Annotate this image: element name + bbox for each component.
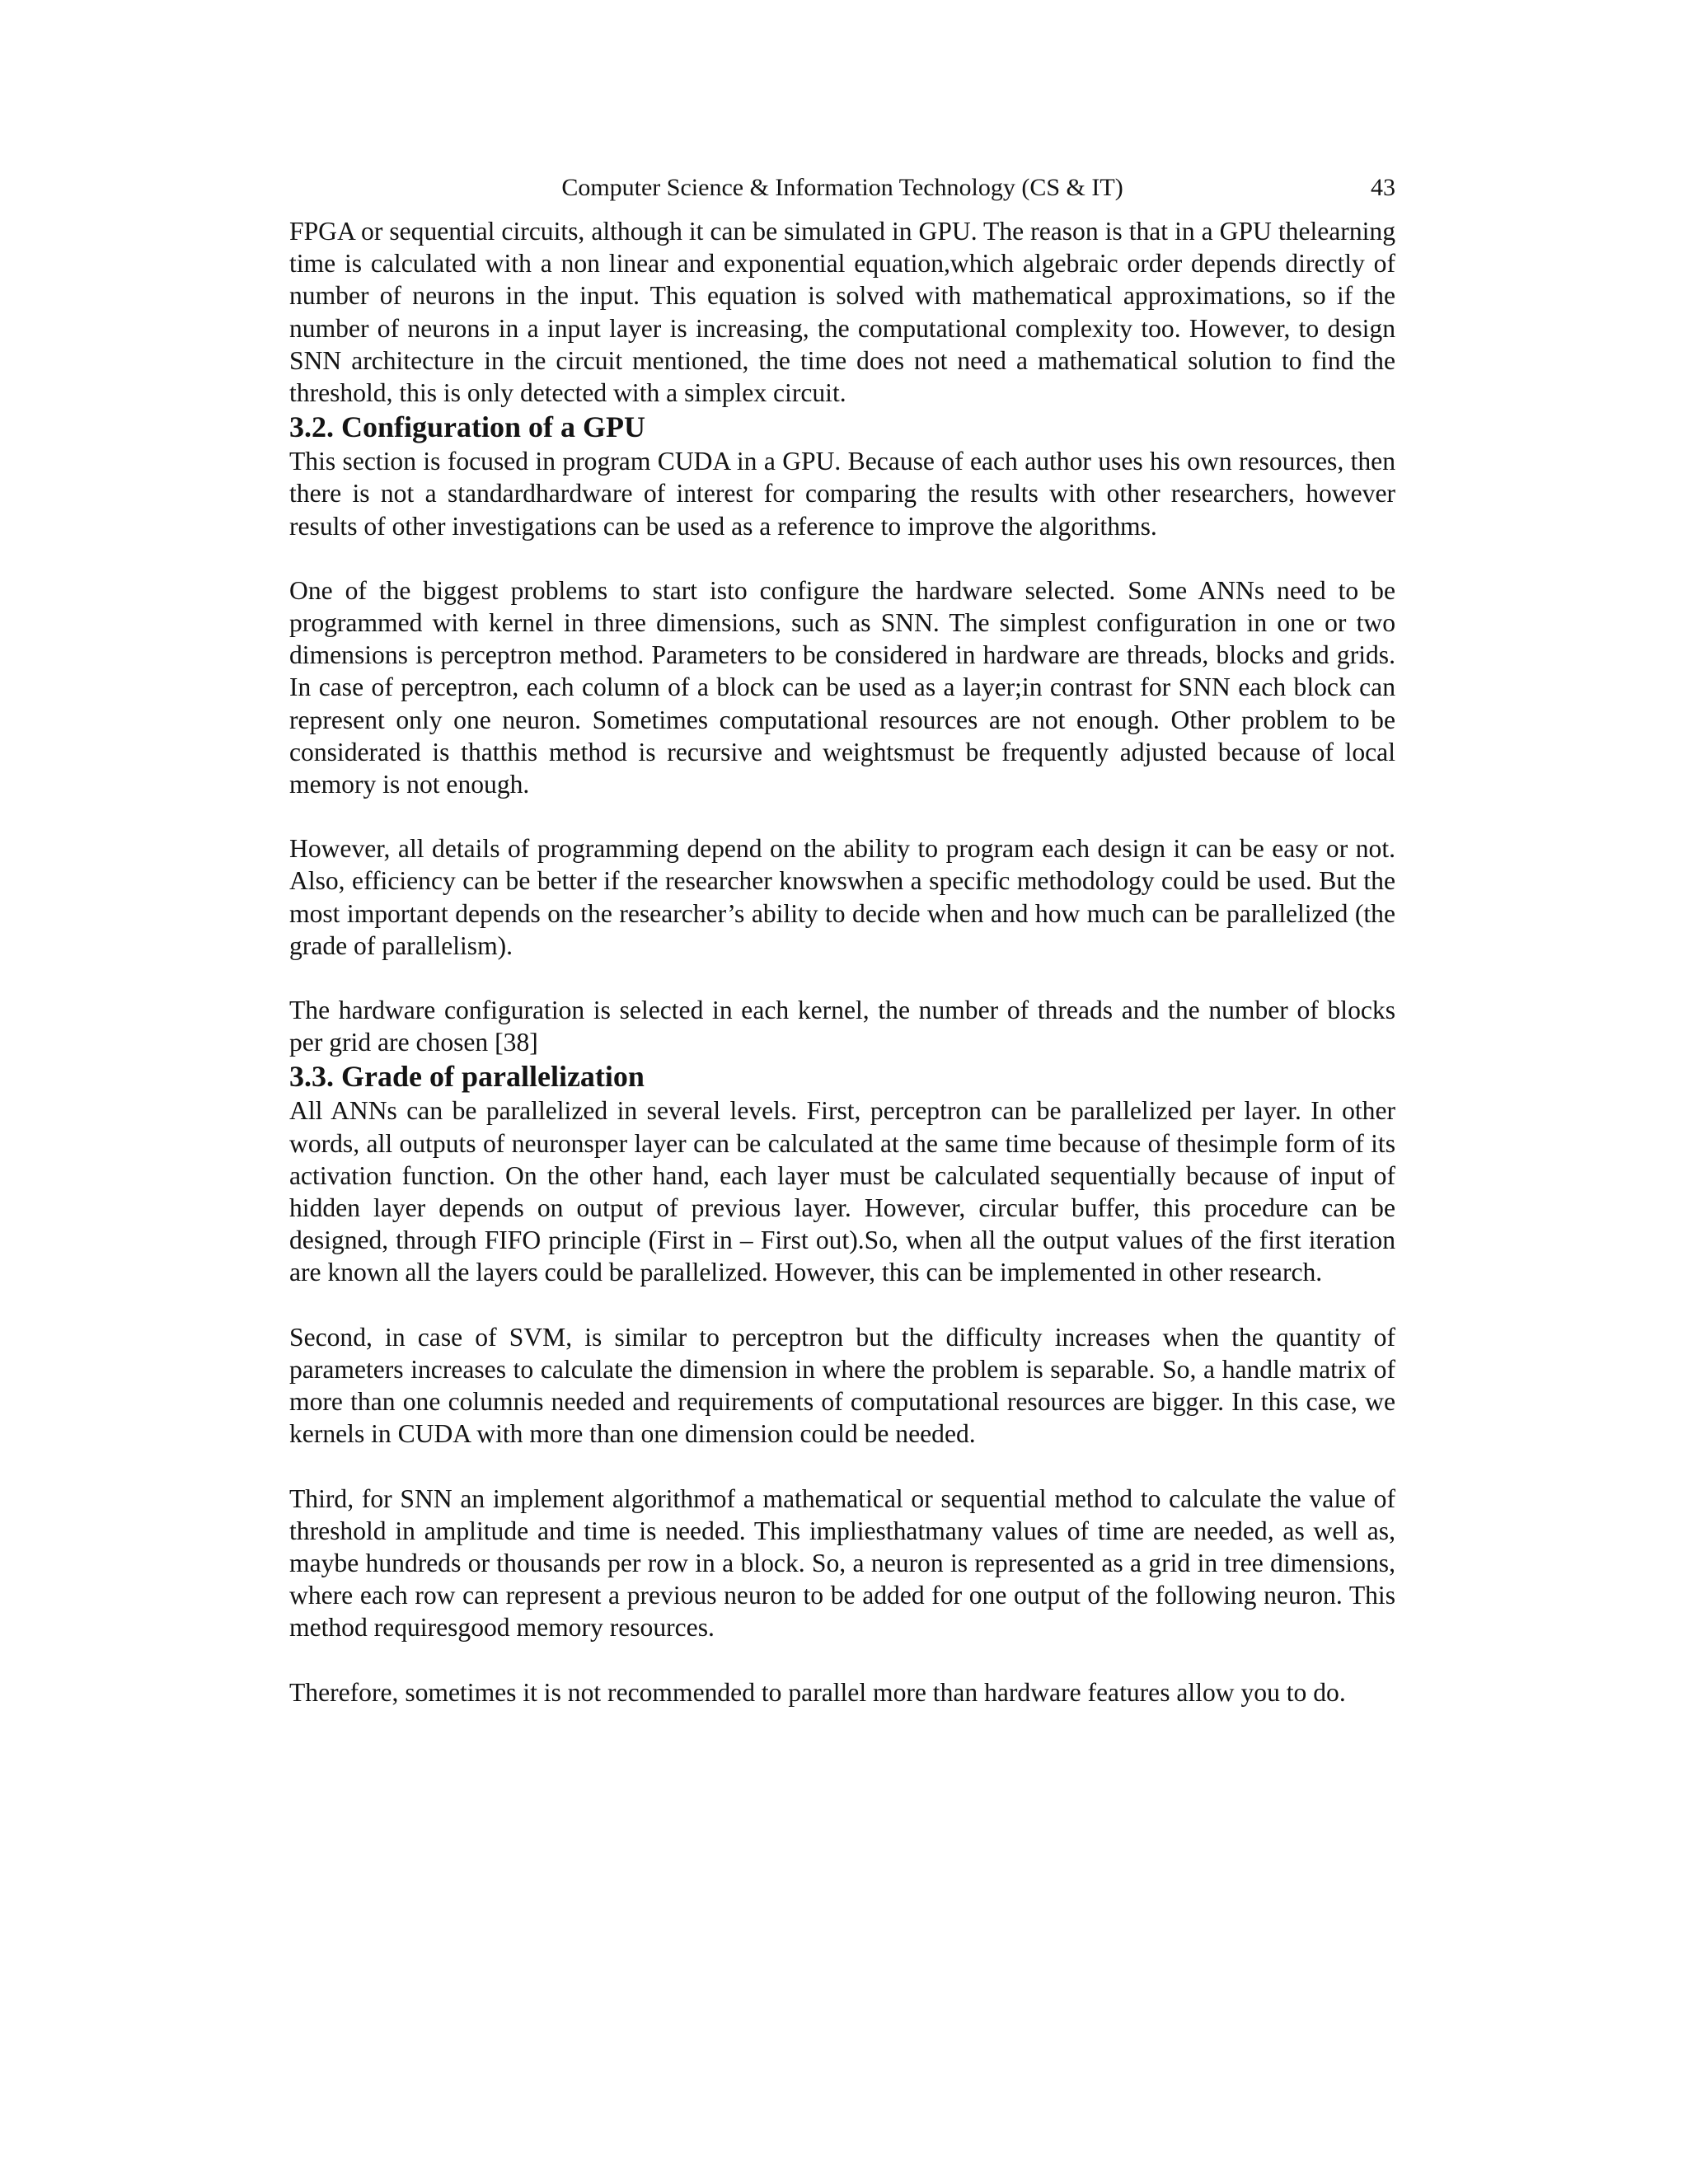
- section-3-3-paragraph-2: Second, in case of SVM, is similar to perceptron but the difficulty increases when the quantity of parameters increases to calculate the dimension in where the problem is separable. So, a handle matrix of more than one columnis needed and requirements of computational resources are bigger. In this case, we kernels in CUDA with more than one dimension could be needed.: [289, 1322, 1395, 1449]
- section-heading-3-3: 3.3. Grade of parallelization: [289, 1060, 645, 1094]
- section-3-3-paragraph-4: Therefore, sometimes it is not recommended to parallel more than hardware features allow you to do.: [289, 1677, 1346, 1707]
- section-3-3-paragraph-1: All ANNs can be parallelized in several levels. First, perceptron can be parallelized per layer. In other words, all outputs of neuronsper layer can be calculated at the same time because of thesimple form of its activation function. On the other hand, each layer must be calculated sequentially because of input of hidden layer depends on output of previous layer. However, circular buffer, this procedure can be designed, through FIFO principle (First in – First out).So, when all the output values of the first iteration are known all the layers could be parallelized. However, this can be implemented in other research.: [289, 1096, 1395, 1287]
- intro-paragraph: FPGA or sequential circuits, although it can be simulated in GPU. The reason is that in a GPU thelearning time is calculated with a non linear and exponential equation,which algebraic order depends directly of number of neurons in the input. This equation is solved with mathematical approximations, so if the number of neurons in a input layer is increasing, the computational complexity too. However, to design SNN architecture in the circuit mentioned, the time does not need a mathematical solution to find the threshold, this is only detected with a simplex circuit.: [289, 217, 1395, 408]
- section-3-2-paragraph-2: One of the biggest problems to start isto configure the hardware selected. Some ANNs need to be programmed with kernel in three dimensions, such as SNN. The simplest configuration in one or two dimensions is perceptron method. Parameters to be considered in hardware are threads, blocks and grids. In case of perceptron, each column of a block can be used as a layer;in contrast for SNN each block can represent only one neuron. Sometimes computational resources are not enough. Other problem to be considerated is thatthis method is recursive and weightsmust be frequently adjusted because of local memory is not enough.: [289, 575, 1395, 799]
- journal-name: Computer Science & Information Technology (CS & IT): [561, 174, 1123, 201]
- section-heading-3-2: 3.2. Configuration of a GPU: [289, 410, 645, 444]
- running-header: [289, 170, 1395, 209]
- section-3-2-paragraph-1: This section is focused in program CUDA in a GPU. Because of each author uses his own resources, then there is not a standardhardware of interest for comparing the results with other researchers, however results of other investigations can be used as a reference to improve the algorithms.: [289, 447, 1395, 541]
- section-3-2-paragraph-3: However, all details of programming depend on the ability to program each design it can be easy or not. Also, efficiency can be better if the researcher knowswhen a specific methodology could be used. But the most important depends on the researcher’s ability to decide when and how much can be parallelized (the grade of parallelism).: [289, 834, 1395, 960]
- section-3-3-paragraph-3: Third, for SNN an implement algorithmof a mathematical or sequential method to calculate the value of threshold in amplitude and time is needed. This impliesthatmany values of time are needed, as well as, maybe hundreds or thousands per row in a block. So, a neuron is represented as a grid in tree dimensions, where each row can represent a previous neuron to be added for one output of the following neuron. This method requiresgood memory resources.: [289, 1483, 1395, 1643]
- body-text: [289, 215, 1395, 1708]
- page-number: 43: [1371, 174, 1395, 201]
- section-3-2-paragraph-4: The hardware configuration is selected in each kernel, the number of threads and the number of blocks per grid are chosen [38]: [289, 996, 1395, 1057]
